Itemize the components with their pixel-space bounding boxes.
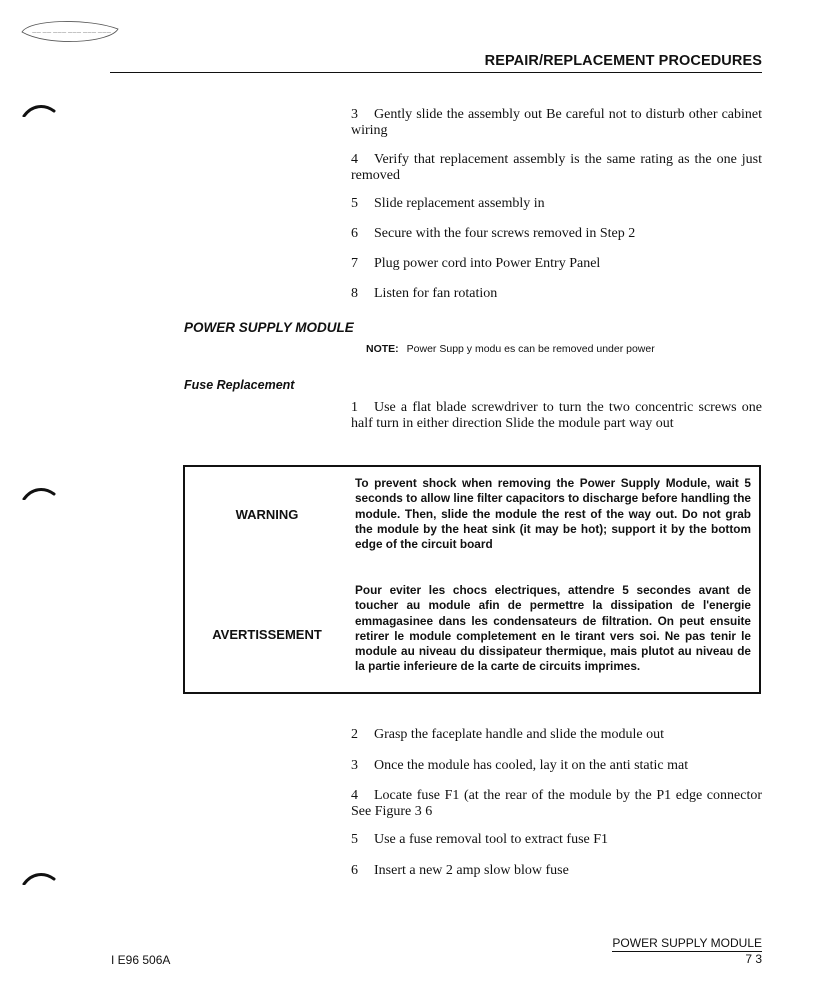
step-text: Insert a new 2 amp slow blow fuse <box>374 863 569 878</box>
step-number: 3 <box>351 107 358 122</box>
footer-right <box>612 936 762 967</box>
note-text: Power Supp y modu es can be removed under power <box>406 343 655 355</box>
step-text: Slide replacement assembly in <box>374 196 545 211</box>
step-number: 5 <box>351 832 358 847</box>
stamp-text: —— —— ——— ——— ——— ——— <box>32 31 112 36</box>
step-text: Gently slide the assembly out Be careful not to disturb other cabinet wiring <box>351 107 762 138</box>
list-item <box>351 107 762 138</box>
warning-box <box>183 465 761 694</box>
list-item <box>351 286 762 302</box>
list-item <box>351 758 762 774</box>
section-title: POWER SUPPLY MODULE <box>184 320 354 335</box>
step-text: Secure with the four screws removed in Step 2 <box>374 226 636 241</box>
header-title: REPAIR/REPLACEMENT PROCEDURES <box>484 53 762 69</box>
binder-hole-mark <box>22 103 56 117</box>
list-item <box>351 727 762 743</box>
list-item <box>351 788 762 819</box>
avertissement-text: Pour eviter les chocs electriques, attendre 5 secondes avant de toucher au module afin de permettre la dissipation de l'energie emmagasinee dans les condensateurs de filtration. On peut ensuite retirer le module completement en le tirant vers soi. Ne pas tenir le module au niveau du dissipateur thermique, mais plutot au niveau de la partie inferieure de la carte de circuits imprimes. <box>355 583 751 674</box>
list-item <box>351 226 762 242</box>
step-number: 3 <box>351 758 358 773</box>
step-number: 5 <box>351 196 358 211</box>
footer-doc-number: I E96 506A <box>111 953 171 967</box>
warning-label: WARNING <box>235 507 299 522</box>
step-text: Verify that replacement assembly is the same rating as the one just removed <box>351 152 762 183</box>
step-number: 8 <box>351 286 358 301</box>
binder-hole-mark <box>22 486 56 500</box>
list-item <box>351 196 762 212</box>
step-text: Grasp the faceplate handle and slide the module out <box>374 727 665 742</box>
step-text: Once the module has cooled, lay it on the anti static mat <box>374 758 689 773</box>
warning-text: To prevent shock when removing the Power Supply Module, wait 5 seconds to allow line filter capacitors to discharge before handling the module. Then, slide the module the rest of the way out. Do not grab the module by the heat sink (it may be hot); support it by the bottom edge of the circuit board <box>355 476 751 552</box>
list-item <box>351 152 762 183</box>
subsection-title: Fuse Replacement <box>184 378 295 392</box>
list-item <box>351 256 762 272</box>
step-text: Locate fuse F1 (at the rear of the module by the P1 edge connector See Figure 3 6 <box>351 788 762 819</box>
note <box>366 343 655 355</box>
step-number: 4 <box>351 788 358 803</box>
footer-section-title: POWER SUPPLY MODULE <box>612 936 762 950</box>
step-number: 2 <box>351 727 358 742</box>
note-label: NOTE: <box>366 343 399 355</box>
step-number: 6 <box>351 226 358 241</box>
document-stamp <box>18 17 120 47</box>
list-item <box>351 832 762 848</box>
list-item <box>351 863 762 879</box>
step-number: 6 <box>351 863 358 878</box>
step-text: Use a fuse removal tool to extract fuse F1 <box>374 832 609 847</box>
step-text: Listen for fan rotation <box>374 286 498 301</box>
page-number: 7 3 <box>745 952 762 966</box>
step-text: Plug power cord into Power Entry Panel <box>374 256 601 271</box>
binder-hole-mark <box>22 871 56 885</box>
step-number: 4 <box>351 152 358 167</box>
avertissement-label: AVERTISSEMENT <box>212 627 322 642</box>
list-item <box>351 400 762 431</box>
page-header <box>110 52 762 73</box>
step-text: Use a flat blade screwdriver to turn the two concentric screws one half turn in either direction Slide the module part way out <box>351 400 762 431</box>
step-number: 7 <box>351 256 358 271</box>
step-number: 1 <box>351 400 358 415</box>
